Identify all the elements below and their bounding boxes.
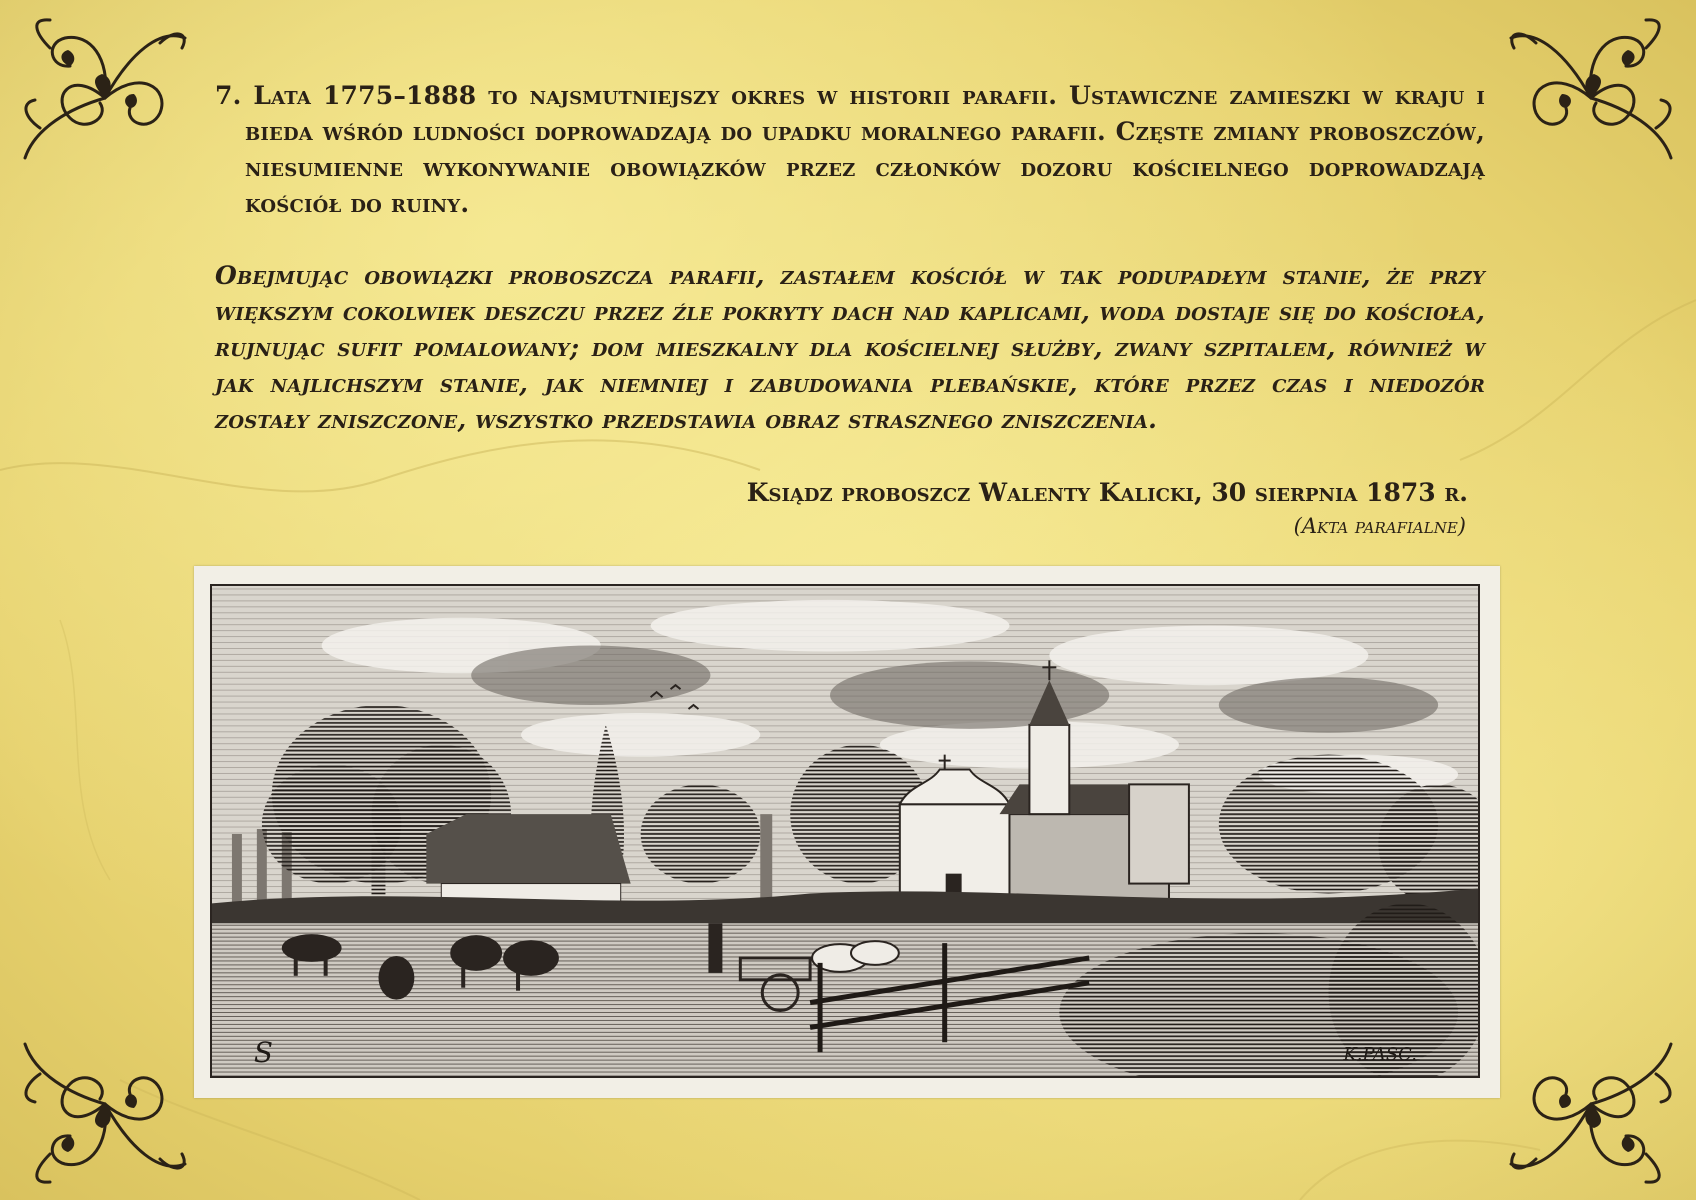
quote-paragraph: Obejmując obowiązki proboszcza parafii, zastałem kościół w tak podupadłym stanie, że przy większym cokolwiek deszczu przez źle pokryty dach nad kaplicami, woda dostaje się do kościoła, rujnując sufit pomalowany; dom mieszkalny dla kościelnej służby, zwany szpitalem, również w jak najlichszym stanie, jak niemniej i zabudowania plebańskie, które przez czas i niedozór zostały zniszczone, wszystko przedstawia obraz strasznego zniszczenia.	[215, 261, 1485, 434]
quote-attribution: Ksiądz proboszcz Walenty Kalicki, 30 sierpnia 1873 r.	[746, 478, 1468, 507]
engraver-monogram: S	[253, 1036, 273, 1070]
engraving-mat	[194, 566, 1500, 1098]
corner-ornament-top-left	[10, 8, 200, 178]
intro-paragraph: 7. Lata 1775–1888 to najsmutniejszy okres w historii parafii. Ustawiczne zamieszki w kraju i bieda wśród ludności doprowadzają do upadku moralnego parafii. Częste zmiany proboszczów, niesumienne wykonywanie obowiązków przez członków dozoru kościelnego doprowadzają kościół do ruiny.	[215, 81, 1485, 218]
corner-ornament-bottom-right	[1496, 1024, 1686, 1194]
village-church-engraving	[212, 586, 1478, 1076]
engraving-image	[210, 584, 1480, 1078]
artist-signature: K.PASC.	[1343, 1044, 1417, 1066]
corner-ornament-top-right	[1496, 8, 1686, 178]
corner-ornament-bottom-left	[10, 1024, 200, 1194]
source-note: (Akta parafialne)	[1293, 514, 1466, 538]
